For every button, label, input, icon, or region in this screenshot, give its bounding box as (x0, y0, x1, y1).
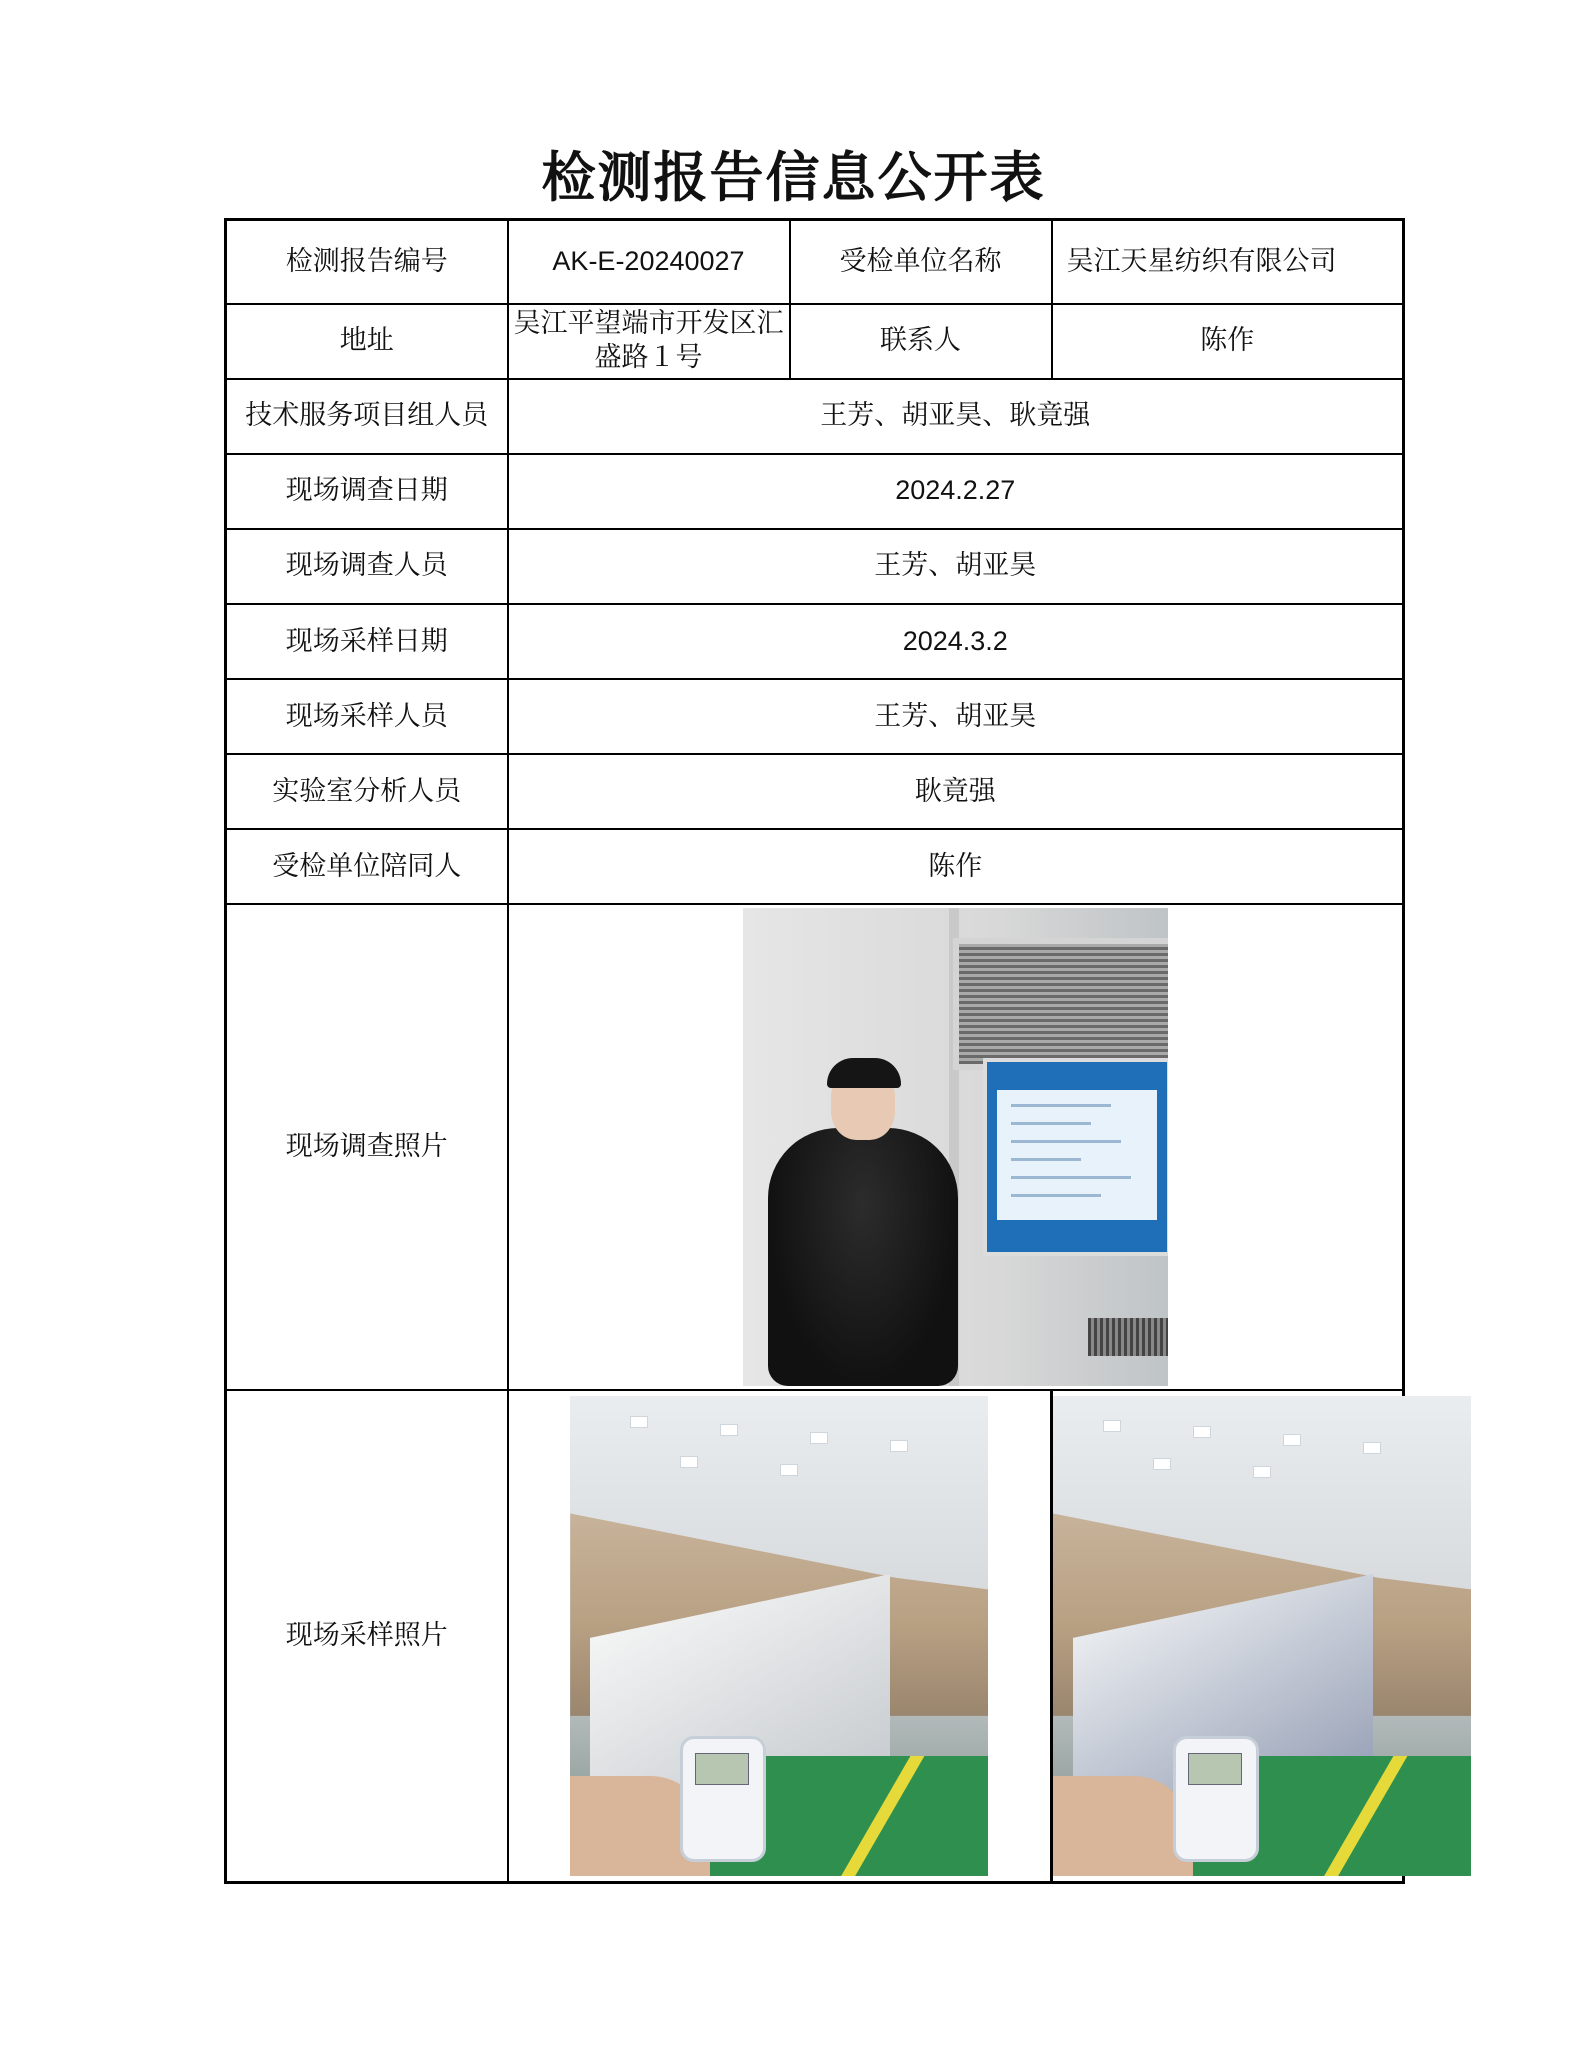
sampling-date-label: 现场采样日期 (226, 604, 508, 679)
report-table (224, 218, 1405, 1884)
unit-value: 吴江天星纺织有限公司 (1052, 220, 1404, 304)
contact-label: 联系人 (790, 304, 1052, 379)
table-row (226, 379, 1404, 454)
table-row (226, 304, 1404, 379)
table-row (226, 829, 1404, 904)
report-no-value: AK-E-20240027 (508, 220, 790, 304)
table-row (226, 220, 1404, 304)
sampling-photo-cell-2 (1052, 1390, 1404, 1883)
table-row (226, 754, 1404, 829)
table-row (226, 454, 1404, 529)
table-row (226, 1390, 1404, 1883)
table-row (226, 604, 1404, 679)
sampling-photo-2 (1053, 1396, 1471, 1876)
sampling-date-value: 2024.3.2 (508, 604, 1404, 679)
sampling-photo-label: 现场采样照片 (226, 1390, 508, 1883)
sampling-photo-cell-1 (508, 1390, 1052, 1883)
table-row (226, 679, 1404, 754)
survey-staff-label: 现场调查人员 (226, 529, 508, 604)
report-no-label: 检测报告编号 (226, 220, 508, 304)
team-label: 技术服务项目组人员 (226, 379, 508, 454)
table-row (226, 529, 1404, 604)
escort-label: 受检单位陪同人 (226, 829, 508, 904)
lab-staff-label: 实验室分析人员 (226, 754, 508, 829)
sampling-staff-value: 王芳、胡亚昊 (508, 679, 1404, 754)
survey-photo-label: 现场调查照片 (226, 904, 508, 1390)
address-value: 吴江平望端市开发区汇盛路１号 (508, 304, 790, 379)
survey-photo-cell (508, 904, 1404, 1390)
team-value: 王芳、胡亚昊、耿竟强 (508, 379, 1404, 454)
survey-staff-value: 王芳、胡亚昊 (508, 529, 1404, 604)
survey-photo (743, 908, 1168, 1386)
address-label: 地址 (226, 304, 508, 379)
sampling-photo-1 (570, 1396, 988, 1876)
escort-value: 陈作 (508, 829, 1404, 904)
unit-label: 受检单位名称 (790, 220, 1052, 304)
page-title: 检测报告信息公开表 (541, 145, 1046, 209)
contact-value: 陈作 (1052, 304, 1404, 379)
sampling-staff-label: 现场采样人员 (226, 679, 508, 754)
lab-staff-value: 耿竟强 (508, 754, 1404, 829)
survey-date-label: 现场调查日期 (226, 454, 508, 529)
survey-date-value: 2024.2.27 (508, 454, 1404, 529)
table-row (226, 904, 1404, 1390)
